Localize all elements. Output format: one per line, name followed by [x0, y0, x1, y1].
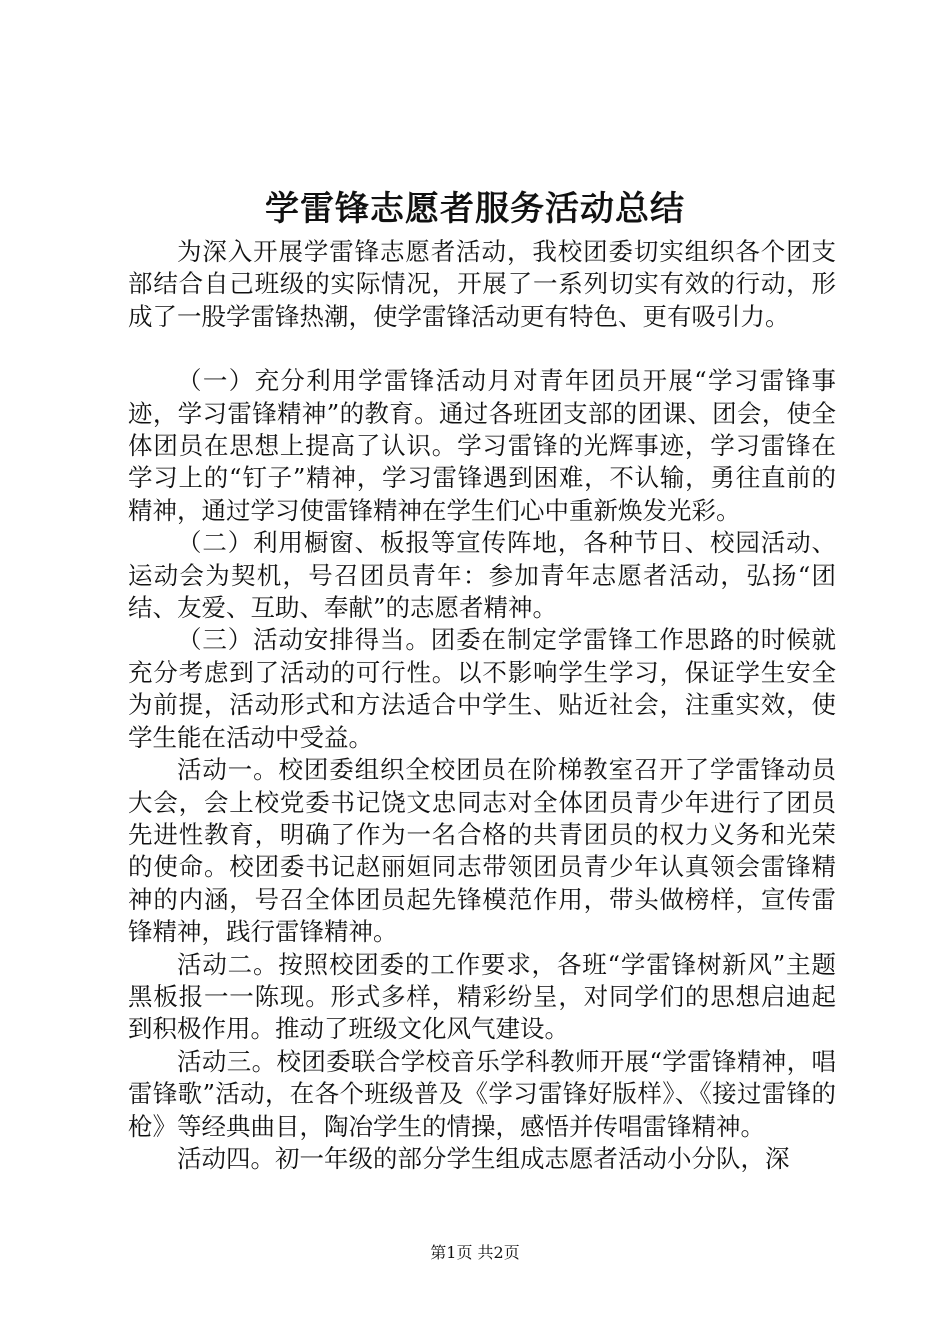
paragraph-section-2: （二）利用橱窗、板报等宣传阵地，各种节日、校园活动、运动会为契机，号召团员青年：参加青年志愿者活动，弘扬“团结、友爱、互助、奉献”的志愿者精神。 — [128, 528, 836, 623]
page-number-footer: 第1页 共2页 — [430, 1243, 520, 1262]
paragraph-activity-3: 活动三。校团委联合学校音乐学科教师开展“学雷锋精神，唱雷锋歌”活动，在各个班级普及《学习雷锋好版样》、《接过雷锋的枪》等经典曲目，陶冶学生的情操，感悟并传唱雷锋精神。 — [128, 1046, 836, 1141]
paragraph-intro: 为深入开展学雷锋志愿者活动，我校团委切实组织各个团支部结合自己班级的实际情况，开展了一系列切实有效的行动，形成了一股学雷锋热潮，使学雷锋活动更有特色、更有吸引力。 — [128, 237, 836, 331]
paragraph-section-1: （一）充分利用学雷锋活动月对青年团员开展“学习雷锋事迹，学习雷锋精神”的教育。通过各班团支部的团课、团会，使全体团员在思想上提高了认识。学习雷锋的光辉事迹，学习雷锋在学习上的“钉子”精神，学习雷锋遇到困难，不认输，勇往直前的精神，通过学习使雷锋精神在学生们心中重新焕发光彩。 — [128, 366, 836, 525]
paragraph-activity-1: 活动一。校团委组织全校团员在阶梯教室召开了学雷锋动员大会，会上校党委书记饶文忠同志对全体团员青少年进行了团员先进性教育，明确了作为一名合格的共青团员的权力义务和光荣的使命。校团委书记赵丽姮同志带领团员青少年认真领会雷锋精神的内涵，号召全体团员起先锋模范作用，带头做榜样，宣传雷锋精神，践行雷锋精神。 — [128, 755, 836, 947]
page-title: 学雷锋志愿者服务活动总结 — [265, 189, 685, 229]
paragraph-activity-2: 活动二。按照校团委的工作要求，各班“学雷锋树新风”主题黑板报一一陈现。形式多样，精彩纷呈，对同学们的思想启迪起到积极作用。推动了班级文化风气建设。 — [128, 949, 836, 1044]
paragraph-activity-4: 活动四。初一年级的部分学生组成志愿者活动小分队，深 — [177, 1143, 790, 1173]
paragraph-section-3: （三）活动安排得当。团委在制定学雷锋工作思路的时候就充分考虑到了活动的可行性。以不影响学生学习，保证学生安全为前提，活动形式和方法适合中学生、贴近社会，注重实效，使学生能在活动中受益。 — [128, 625, 836, 752]
document-body — [128, 236, 836, 1175]
